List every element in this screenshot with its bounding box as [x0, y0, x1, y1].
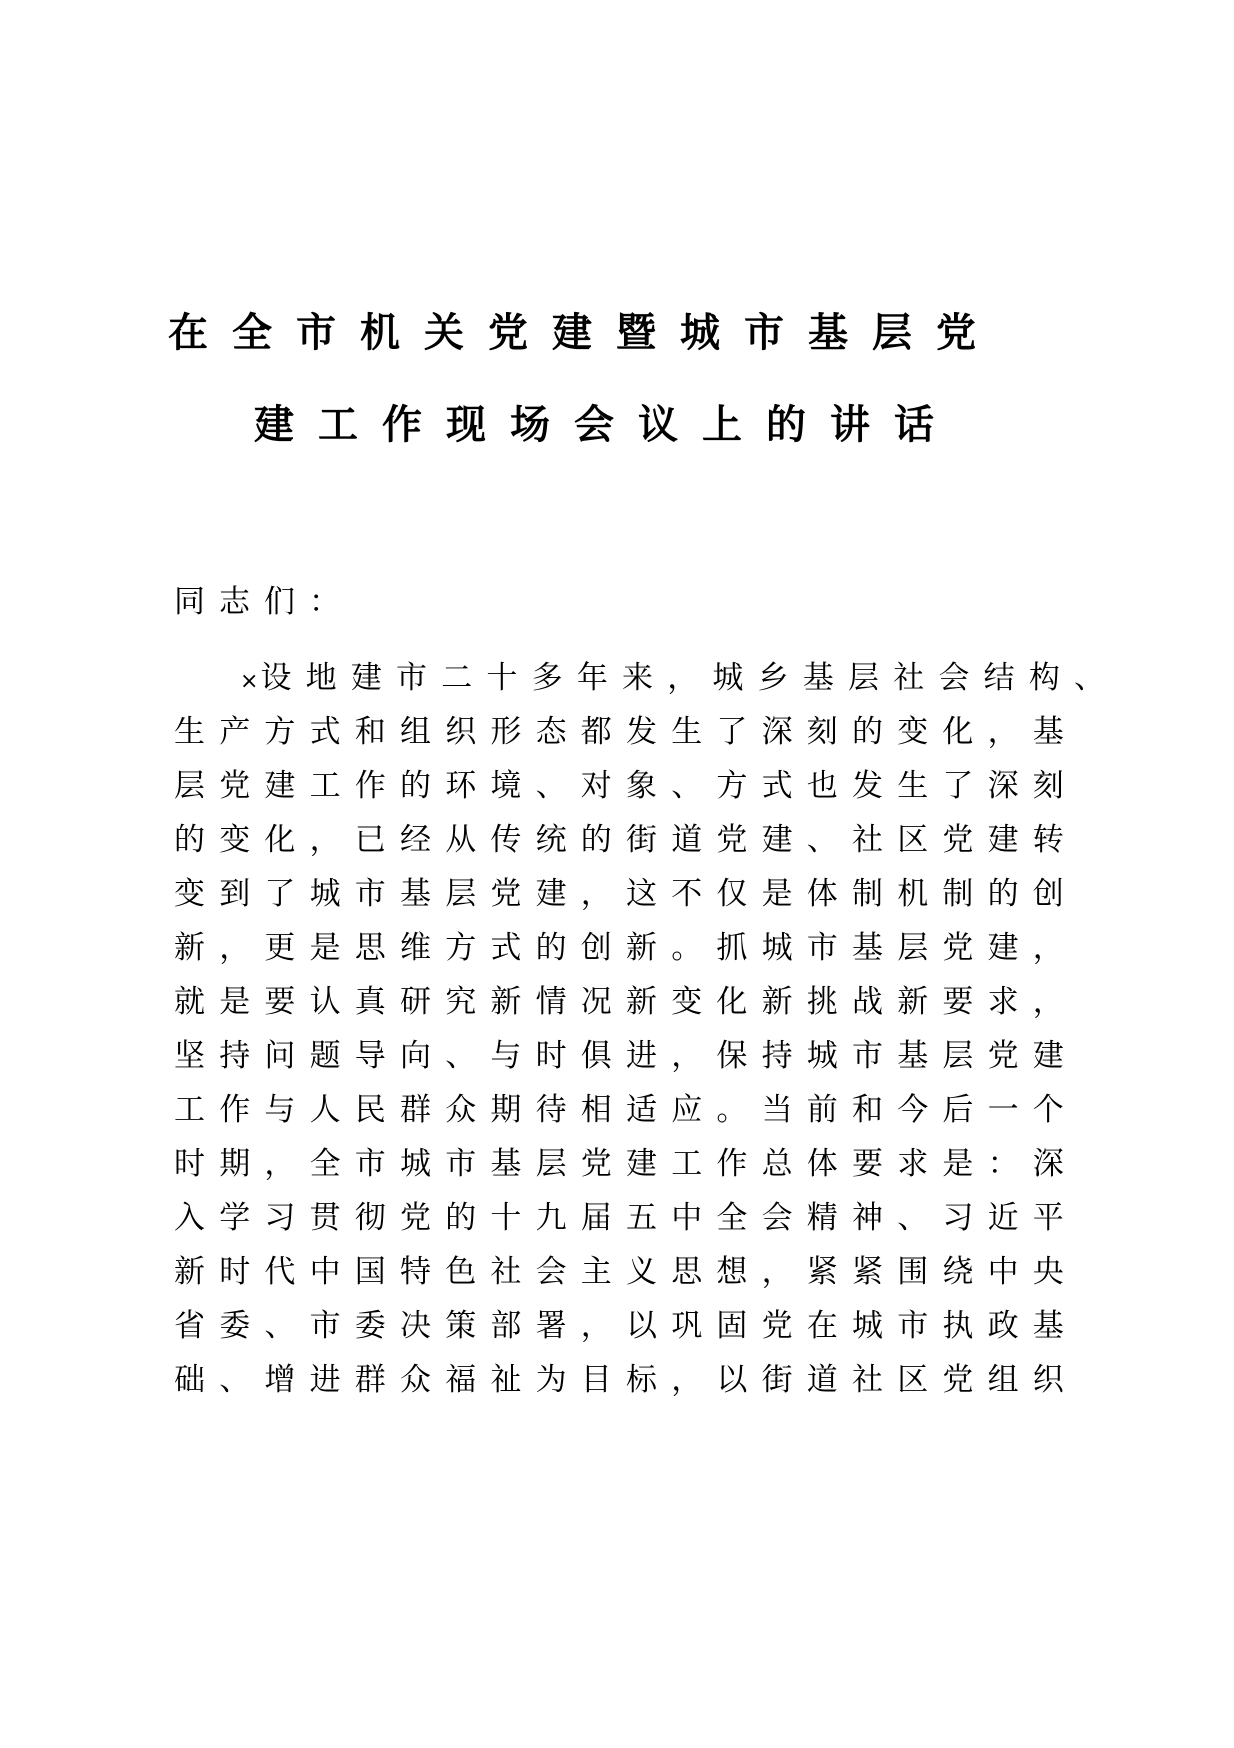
body-line: 就是要认真研究新情况新变化新挑战新要求，	[174, 984, 1078, 1020]
body-line: 入学习贯彻党的十九届五中全会精神、习近平	[174, 1200, 1078, 1236]
body-line: 新时代中国特色社会主义思想，紧紧围绕中央	[174, 1254, 1078, 1290]
body-line: 生产方式和组织形态都发生了深刻的变化，基	[174, 714, 1078, 750]
body-line: ×设地建市二十多年来，城乡基层社会结构、	[240, 660, 1120, 696]
body-line: 变到了城市基层党建，这不仅是体制机制的创	[174, 876, 1078, 912]
body-line: 的变化，已经从传统的街道党建、社区党建转	[174, 822, 1078, 858]
document-title-line-1: 在全市机关党建暨城市基层党	[168, 310, 1000, 356]
document-title-line-2: 建工作现场会议上的讲话	[254, 402, 958, 448]
body-line: 层党建工作的环境、对象、方式也发生了深刻	[174, 768, 1078, 804]
body-line: 坚持问题导向、与时俱进，保持城市基层党建	[174, 1038, 1078, 1074]
body-line: 工作与人民群众期待相适应。当前和今后一个	[174, 1092, 1078, 1128]
body-line: 时期，全市城市基层党建工作总体要求是：深	[174, 1146, 1078, 1182]
body-line: 省委、市委决策部署，以巩固党在城市执政基	[174, 1308, 1078, 1344]
redaction-mark: ×	[240, 669, 261, 694]
greeting: 同志们：	[174, 584, 354, 620]
body-line: 新，更是思维方式的创新。抓城市基层党建，	[174, 930, 1078, 966]
body-line: 础、增进群众福祉为目标，以街道社区党组织	[174, 1362, 1078, 1398]
